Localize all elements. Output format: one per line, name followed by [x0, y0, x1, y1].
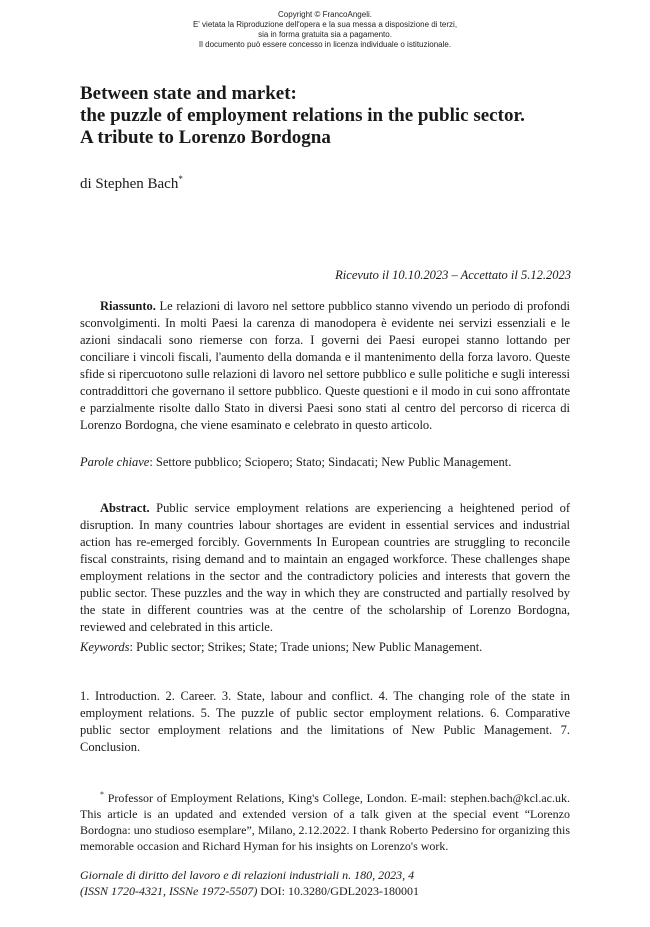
journal-name: Giornale di diritto del lavoro e di relazioni industriali n. 180, 2023, 4: [80, 868, 415, 882]
author-byline: [80, 170, 183, 193]
riassunto-text: Le relazioni di lavoro nel settore pubblico stanno vivendo un periodo di profondi sconvolgimenti. In molti Paesi la carenza di manodopera è evidente nei servizi essenziali e le azioni sindacali sono riemerse con forza. I governi dei Paesi europei stanno lottando per conciliare i vincoli fiscali, l'aumento della domanda e il mantenimento della forza lavoro. Queste sfide si ripercuotono sulle relazioni di lavoro nel settore pubblico e sulle politiche e sugli interessi contraddittori che governano il settore pubblico. Queste questioni e il modo in cui sono affrontate e parzialmente risolte dallo Stato in diversi Paesi sono stati al centro del percorso di ricerca di Lorenzo Bordogna, che viene esaminato e celebrato in questo articolo.: [80, 299, 571, 432]
keywords: [80, 639, 570, 656]
keywords-label: Keywords: [80, 640, 130, 654]
author-footnote: [80, 787, 570, 854]
table-of-contents: 1. Introduction. 2. Career. 3. State, labour and conflict. 4. The changing role of the state in employment relations. 5. The puzzle of public sector employment relations. 6. Comparative public sector employment relations and the limitations of New Public Management. 7. Conclusion.: [80, 689, 570, 754]
journal-issn: (ISSN 1720-4321, ISSNe 1972-5507): [80, 884, 258, 898]
footnote-marker: *: [100, 790, 104, 799]
parole-chiave-label: Parole chiave: [80, 455, 150, 469]
received-accepted-dates: Ricevuto il 10.10.2023 – Accettato il 5.12.2023: [335, 268, 571, 282]
riassunto-paragraph: [80, 298, 570, 434]
keywords-text: : Public sector; Strikes; State; Trade unions; New Public Management.: [129, 640, 483, 654]
author-name: di Stephen Bach: [80, 176, 179, 192]
abstract-label: Abstract.: [100, 501, 150, 515]
journal-citation: [80, 867, 600, 899]
riassunto-label: Riassunto.: [100, 299, 156, 313]
journal-issn-doi: [80, 883, 600, 899]
abstract-text: Public service employment relations are experiencing a heightened period of disruption. In many countries labour shortages are evident in essential services and industrial action has re-emerged forcibly. Governments In European countries are struggling to reconcile fiscal constraints, rising demand and to maintain an engaged workforce. These challenges shape employment relations in the sector and the contradictory policies and interests that govern the public sector. These puzzles and the way in which they are constructed and partially resolved by the state in different countries was at the centre of the scholarship of Lorenzo Bordogna, reviewed and celebrated in this article.: [80, 501, 570, 634]
copyright-line: E' vietata la Riproduzione dell'opera e la sua messa a disposizione di terzi,: [192, 20, 458, 29]
parole-chiave-text: : Settore pubblico; Sciopero; Stato; Sindacati; New Public Management.: [149, 455, 512, 469]
title-line: A tribute to Lorenzo Bordogna: [80, 127, 331, 148]
title-line: the puzzle of employment relations in the public sector.: [80, 105, 525, 126]
parole-chiave: [80, 454, 570, 471]
author-footnote-marker: *: [178, 174, 183, 184]
article-title: [80, 83, 580, 149]
abstract-paragraph: [80, 500, 570, 636]
copyright-line: sia in forma gratuita sia a pagamento.: [258, 30, 392, 39]
copyright-notice: [0, 10, 650, 50]
journal-doi: DOI: 10.3280/GDL2023-180001: [257, 884, 419, 898]
footnote-text: Professor of Employment Relations, King's College, London. E-mail: stephen.bach@kcl.ac.uk. This article is an updated and extended version of a talk given at the special event “Lorenzo Bordogna: uno studioso esemplare”, Milano, 2.12.2022. I thank Roberto Pedersino for organizing this memorable occasion and Richard Hyman for his insights on Lorenzo's work.: [80, 791, 570, 853]
copyright-line: Copyright © FrancoAngeli.: [278, 10, 372, 19]
title-line: Between state and market:: [80, 83, 297, 104]
copyright-line: Il documento può essere concesso in licenza individuale o istituzionale.: [198, 40, 452, 49]
